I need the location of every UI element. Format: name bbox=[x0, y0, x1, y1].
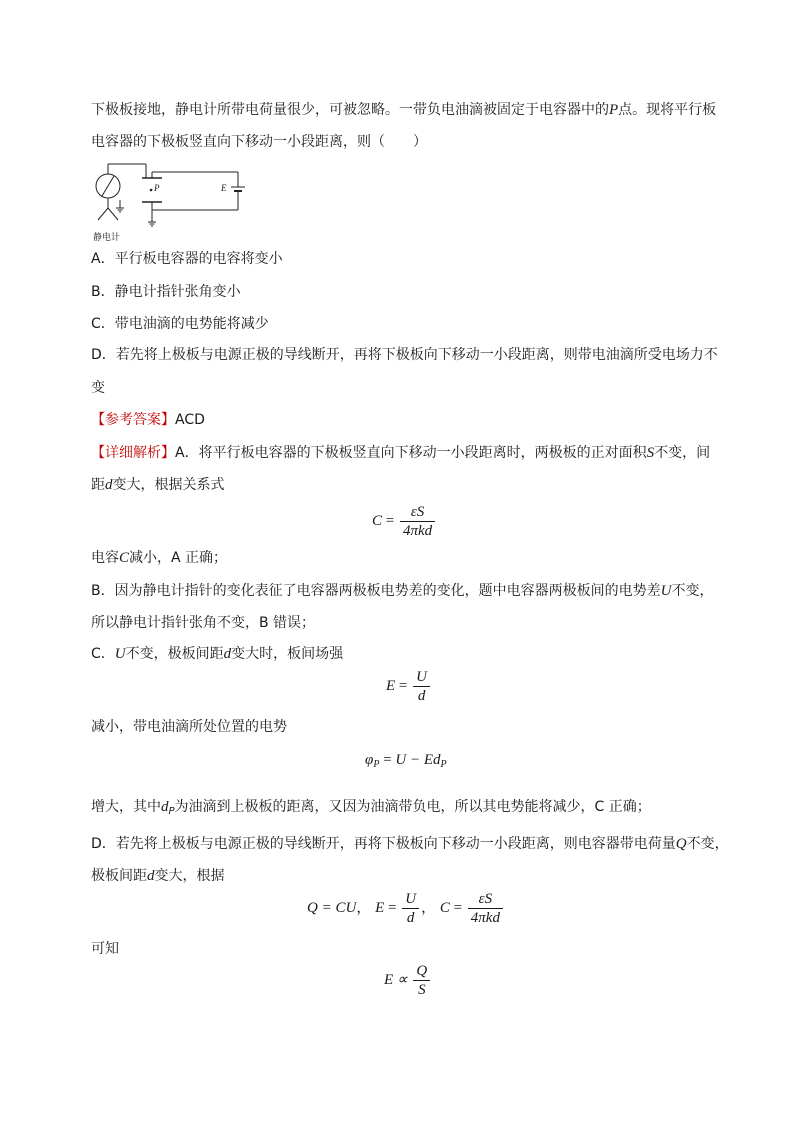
analysis-label: 【详细解析】 bbox=[91, 445, 175, 461]
option-d-continued: 变 bbox=[91, 380, 105, 396]
analysis-a-line-2: 距d变大，根据关系式 bbox=[91, 477, 225, 493]
answer-label: 【参考答案】 bbox=[91, 412, 175, 428]
analysis-a-line-3: 电容C减小，A 正确； bbox=[91, 550, 228, 566]
label-e: E bbox=[221, 183, 227, 193]
label-p: P bbox=[154, 183, 160, 193]
option-a: A．平行板电容器的电容将变小 bbox=[91, 251, 283, 267]
question-line-2: 电容器的下极板竖直向下移动一小段距离，则（ ） bbox=[91, 134, 427, 150]
analysis-c-line-2: 减小，带电油滴所处位置的电势 bbox=[91, 719, 287, 735]
answer-value: ACD bbox=[175, 412, 205, 428]
analysis-c-line-3: 增大，其中$d_P$为油滴到上极板的距离，又因为油滴带负电，所以其电势能将减少，C 正确； bbox=[91, 799, 651, 817]
formula-charge-relations: Q = CU， E = $\frac{U}{d}$ ， C = $\frac{\varepsilon S}{\text{4πkd}}$ bbox=[307, 890, 505, 927]
option-d: D．若先将上极板与电源正极的导线断开，再将下极板向下移动一小段距离，则带电油滴所受电场力不 bbox=[91, 347, 718, 363]
circuit-figure bbox=[90, 160, 250, 245]
formula-capacitance: C = $\frac{\varepsilon S}{\text{4πkd}}$ bbox=[372, 503, 437, 540]
analysis-a-line-1: 【详细解析】A．将平行板电容器的下极板竖直向下移动一小段距离时，两极板的正对面积S不变，间 bbox=[91, 445, 711, 461]
formula-field-strength: E = $\frac{U}{d}$ bbox=[386, 668, 432, 705]
analysis-d-line-1: D．若先将上极板与电源正极的导线断开，再将下极板向下移动一小段距离，则电容器带电荷量Q不变， bbox=[91, 836, 729, 852]
formula-proportional: E ∝ $\frac{Q}{S}$ bbox=[384, 962, 432, 999]
analysis-c-line-1: C．U不变，极板间距d变大时，板间场强 bbox=[91, 646, 344, 662]
analysis-d-line-3: 可知 bbox=[91, 941, 119, 957]
option-b: B．静电计指针张角变小 bbox=[91, 284, 241, 300]
analysis-b-line-1: B．因为静电计指针的变化表征了电容器两极板电势差的变化，题中电容器两极板间的电势差U不变， bbox=[91, 583, 714, 599]
reference-answer bbox=[91, 410, 734, 430]
analysis-b-line-2: 所以静电计指针张角不变，B 错误； bbox=[91, 615, 316, 631]
var-p: P bbox=[609, 102, 619, 118]
analysis-d-line-2: 极板间距d变大，根据 bbox=[91, 868, 225, 884]
option-c: C．带电油滴的电势能将减少 bbox=[91, 316, 269, 332]
question-line-1: 下极板接地，静电计所带电荷量很少，可被忽略。一带负电油滴被固定于电容器中的P点。现将平行板 bbox=[91, 102, 717, 118]
formula-potential: $\varphi_P = U - Ed_P$ bbox=[365, 752, 447, 770]
figure-caption: 静电计 bbox=[93, 233, 121, 243]
